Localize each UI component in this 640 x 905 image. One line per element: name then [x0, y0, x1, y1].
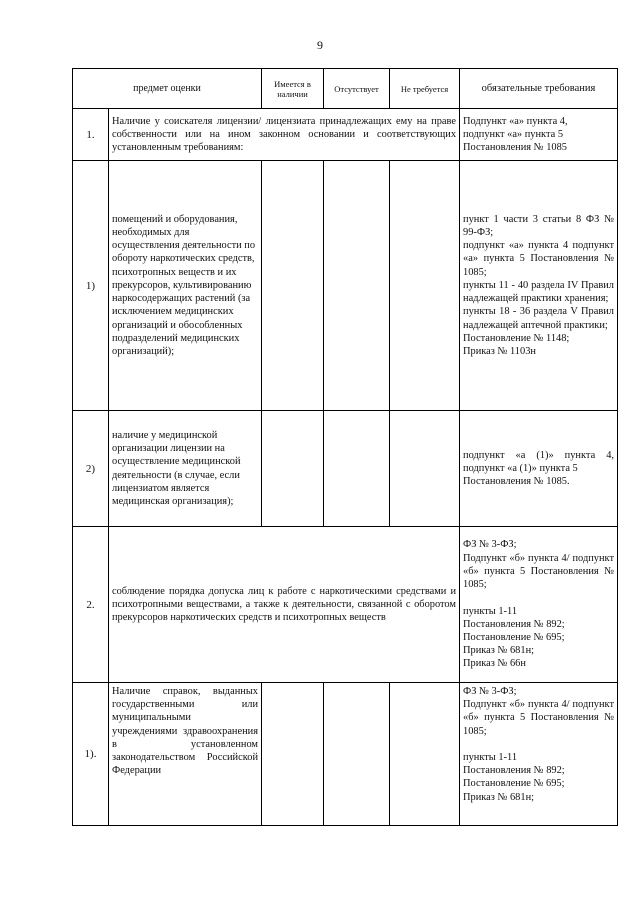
assessment-table [72, 68, 618, 826]
row-requirements: Подпункт «а» пункта 4, подпункт «а» пункта 5 Постановления № 1085 [460, 109, 618, 161]
row-number: 1) [73, 161, 109, 411]
row-number: 1. [73, 109, 109, 161]
table-row [73, 411, 618, 527]
row-requirements: ФЗ № 3-ФЗ; Подпункт «б» пункта 4/ подпункт «б» пункта 5 Постановления № 1085; пункты 1-11 Постановления № 892; Постановление № 695; Приказ № 681н; [460, 683, 618, 826]
absent-cell[interactable] [324, 161, 390, 411]
row-subject: наличие у медицинской организации лицензии на осуществление медицинской деятельности (в случае, если лицензиатом является медицинская организация); [109, 411, 262, 527]
row-number: 2) [73, 411, 109, 527]
absent-cell[interactable] [324, 411, 390, 527]
header-absent: Отсутствует [324, 69, 390, 109]
row-subject: помещений и оборудования, необходимых для осуществления деятельности по обороту наркотических средств, психотропных веществ и их прекурсоров, культивированию наркосодержащих растений (за исключением медицинских организаций и обособленных подразделений медицинских организаций); [109, 161, 262, 411]
not-required-cell[interactable] [390, 161, 460, 411]
row-requirements: пункт 1 части 3 статьи 8 ФЗ № 99-ФЗ; подпункт «а» пункта 4 подпункт «а» пункта 5 Постановления № 1085; пункты 11 - 40 раздела IV Правил надлежащей практики хранения; пункты 18 - 36 раздела V Правил надлежащей аптечной практики; Постановление № 1148; Приказ № 1103н [460, 161, 618, 411]
row-subject: Наличие у соискателя лицензии/ лицензиата принадлежащих ему на праве собственности или на ином законном основании и соответствующих установленным требованиям: [109, 109, 460, 161]
header-present: Имеется в наличии [262, 69, 324, 109]
present-cell[interactable] [262, 683, 324, 826]
table-row [73, 109, 618, 161]
header-requirements: обязательные требования [460, 69, 618, 109]
row-requirements: ФЗ № 3-ФЗ; Подпункт «б» пункта 4/ подпункт «б» пункта 5 Постановления № 1085; пункты 1-11 Постановления № 892; Постановление № 695; Приказ № 681н; Приказ № 66н [460, 527, 618, 683]
absent-cell[interactable] [324, 683, 390, 826]
row-requirements: подпункт «а (1)» пункта 4, подпункт «а (1)» пункта 5 Постановления № 1085. [460, 411, 618, 527]
header-not-required: Не требуется [390, 69, 460, 109]
page-number: 9 [317, 38, 323, 52]
present-cell[interactable] [262, 411, 324, 527]
table-row [73, 527, 618, 683]
table-row [73, 683, 618, 826]
row-subject: Наличие справок, выданных государственными или муниципальными учреждениями здравоохранения в установленном законодательством Российской Федерации [109, 683, 262, 826]
not-required-cell[interactable] [390, 411, 460, 527]
header-subject: предмет оценки [73, 69, 262, 109]
row-number: 1). [73, 683, 109, 826]
row-number: 2. [73, 527, 109, 683]
header-row [73, 69, 618, 109]
present-cell[interactable] [262, 161, 324, 411]
table-row [73, 161, 618, 411]
not-required-cell[interactable] [390, 683, 460, 826]
row-subject: соблюдение порядка допуска лиц к работе с наркотическими средствами и психотропными веществами, а также к деятельности, связанной с оборотом прекурсоров наркотических средств и психотропных веществ [109, 527, 460, 683]
